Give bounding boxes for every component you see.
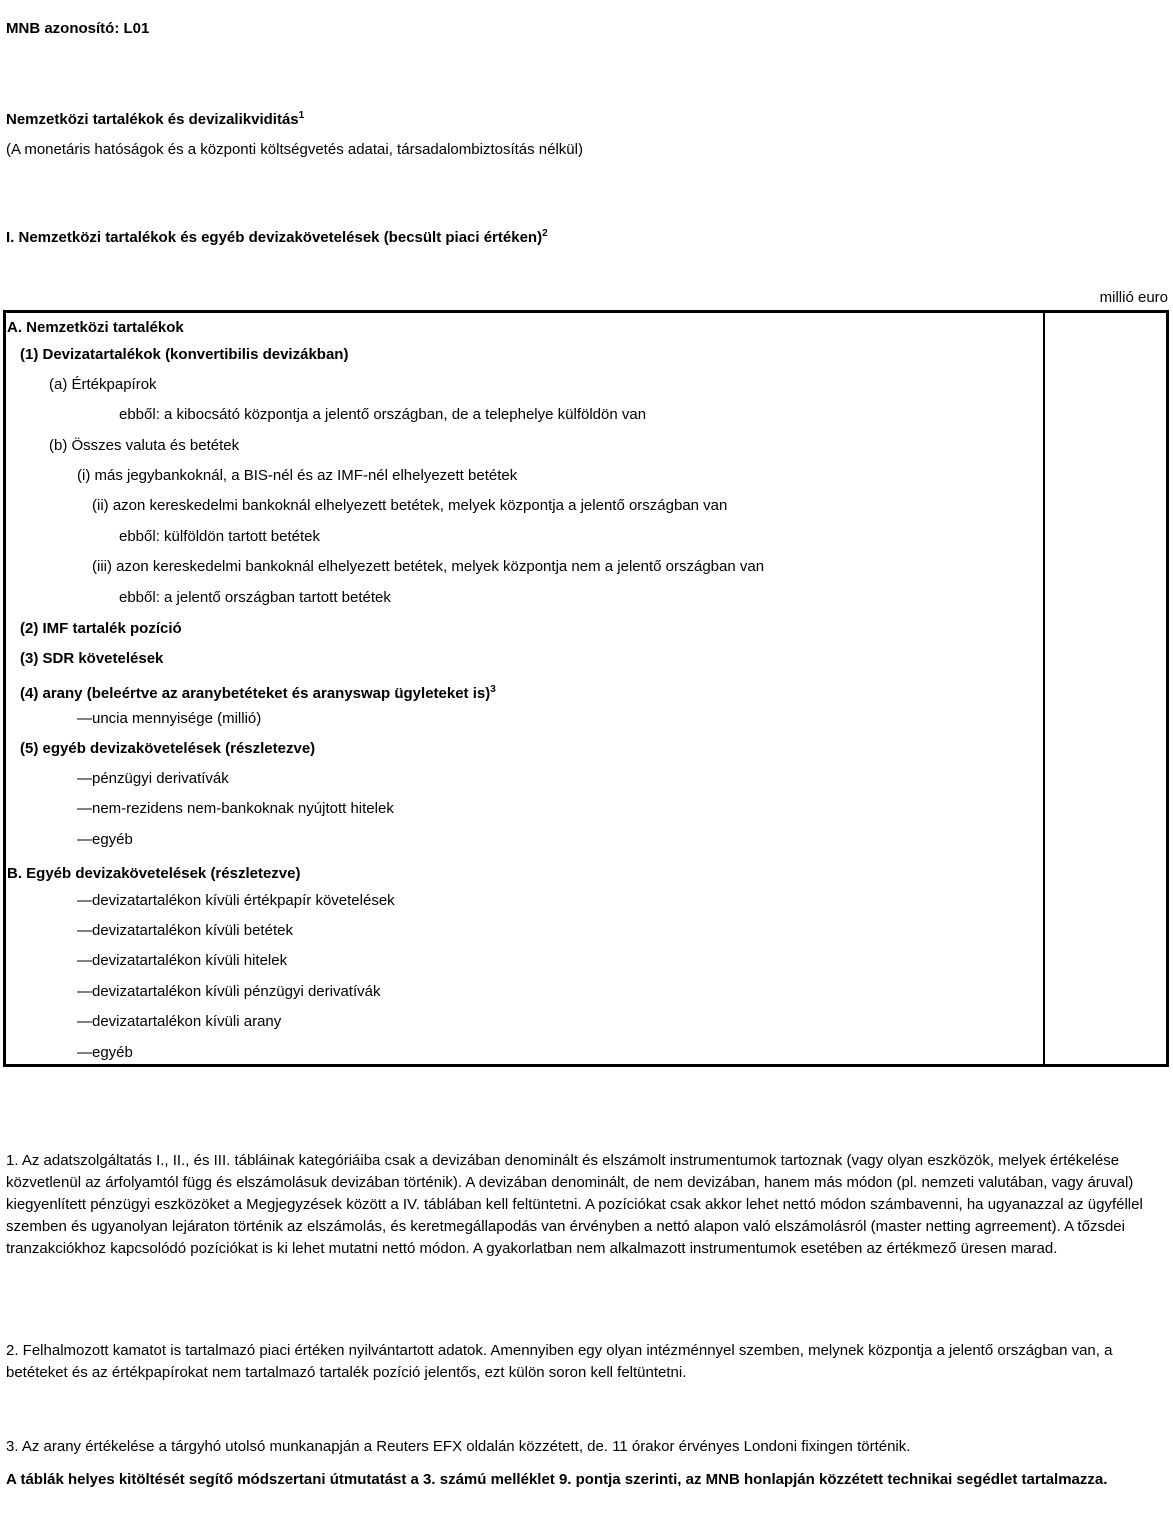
table-row-domestic-banks-of-which: ebből: külföldön tartott betétek bbox=[119, 528, 320, 545]
table-row-b-other: —egyéb bbox=[77, 1044, 133, 1061]
page-subtitle: (A monetáris hatóságok és a központi költségvetés adatai, társadalombiztosítás nélkül) bbox=[6, 141, 583, 158]
table-row-other: —egyéb bbox=[77, 831, 133, 848]
table-row-b-deposits: —devizatartalékon kívüli betétek bbox=[77, 922, 293, 939]
table-row-a-header: A. Nemzetközi tartalékok bbox=[7, 319, 184, 336]
form-id-label: MNB azonosító: L01 bbox=[6, 20, 150, 37]
table-row-deposits-foreign-banks: (iii) azon kereskedelmi bankoknál elhelyezett betétek, melyek központja nem a jelentő országban van bbox=[92, 558, 765, 575]
section-title-text: I. Nemzetközi tartalékok és egyéb devizakövetelések (becsült piaci értéken) bbox=[6, 229, 543, 246]
table-row-b-header: B. Egyéb devizakövetelések (részletezve) bbox=[7, 865, 301, 882]
report-table bbox=[3, 310, 1169, 1067]
table-row-reserves: (1) Devizatartalékok (konvertibilis devizákban) bbox=[20, 346, 349, 363]
section-title-footnote-ref: 2 bbox=[542, 228, 548, 239]
table-row-securities-of-which: ebből: a kibocsátó központja a jelentő országban, de a telephelye külföldön van bbox=[119, 406, 647, 423]
table-row-nonresident-loans: —nem-rezidens nem-bankoknak nyújtott hitelek bbox=[77, 800, 394, 817]
table-row-b-gold: —devizatartalékon kívüli arany bbox=[77, 1013, 282, 1030]
closing-remark: A táblák helyes kitöltését segítő módszertani útmutatást a 3. számú melléklet 9. pontja szerinti, az MNB honlapján közzétett technikai segédlet tartalmazza. bbox=[6, 1471, 1108, 1488]
table-row-imf-position: (2) IMF tartalék pozíció bbox=[20, 620, 182, 637]
value-column-divider bbox=[1043, 313, 1045, 1064]
table-row-sdr: (3) SDR követelések bbox=[20, 650, 164, 667]
table-row-other-claims: (5) egyéb devizakövetelések (részletezve) bbox=[20, 740, 316, 757]
section-title bbox=[6, 228, 548, 246]
table-row-derivatives: —pénzügyi derivatívák bbox=[77, 770, 229, 787]
footnote-3: 3. Az arany értékelése a tárgyhó utolsó munkanapján a Reuters EFX oldalán közzétett, de. 11 órakor érvényes Londoni fixingen történik. bbox=[6, 1438, 911, 1455]
page-title-text: Nemzetközi tartalékok és devizalikviditás bbox=[6, 111, 299, 128]
table-row-b-securities: —devizatartalékon kívüli értékpapír követelések bbox=[77, 892, 395, 909]
table-row-deposits-central-banks: (i) más jegybankoknál, a BIS-nél és az IMF-nél elhelyezett betétek bbox=[77, 467, 518, 484]
table-row-deposits-domestic-banks: (ii) azon kereskedelmi bankoknál elhelyezett betétek, melyek központja a jelentő országban van bbox=[92, 497, 728, 514]
page-title-footnote-ref: 1 bbox=[298, 110, 305, 121]
table-row-currency-deposits: (b) Összes valuta és betétek bbox=[49, 437, 240, 454]
table-row-securities: (a) Értékpapírok bbox=[49, 376, 157, 393]
unit-label: millió euro bbox=[1099, 289, 1168, 306]
table-row-foreign-banks-of-which: ebből: a jelentő országban tartott betétek bbox=[119, 589, 391, 606]
table-row-b-loans: —devizatartalékon kívüli hitelek bbox=[77, 952, 288, 969]
gold-footnote-ref: 3 bbox=[490, 684, 496, 695]
footnote-1: 1. Az adatszolgáltatás I., II., és III. tábláinak kategóriáiba csak a devizában denominált és elszámolt instrumentumok tartoznak (vagy olyan eszközök, melyek értékelése közvetlenül az árfolyamtól függ és elszámolásuk devizában történik). A devizában denominált, de nem devizában, hanem más módon (pl. nemzeti valutában, vagy áruval) kiegyenlített pénzügyi eszközöket a Megjegyzések között a IV. táblában kell feltüntetni. A pozíciókat csak akkor lehet nettó módon számbavenni, ha ugyanazzal az ügyféllel szemben és ugyanolyan lejáraton történik az elszámolás, és keretmegállapodás van érvényben a nettó alapon való elszámolásról (master netting agrreement). A tőzsdei tranzakciókhoz kapcsolódó pozíciókat is ki lehet mutatni nettó módon. A gyakorlatban nem alkalmazott instrumentumok esetében az értékmező üresen marad. bbox=[6, 1152, 1143, 1257]
page-title bbox=[6, 110, 304, 128]
table-row-b-derivatives: —devizatartalékon kívüli pénzügyi derivatívák bbox=[77, 983, 381, 1000]
table-row-gold: (4) arany (beleértve az aranybetéteket és aranyswap ügyleteket is)$^3$ bbox=[20, 684, 496, 702]
footnote-2: 2. Felhalmozott kamatot is tartalmazó piaci értéken nyilvántartott adatok. Amennyiben egy olyan intézménnyel szemben, melynek központja a jelentő országban van, a betéteket és az értékpapírokat nem tartalmazó tartalék pozíció jelentős, ezt külön soron kell feltüntetni. bbox=[6, 1342, 1113, 1381]
table-row-gold-ounces: —uncia mennyisége (millió) bbox=[77, 710, 262, 727]
